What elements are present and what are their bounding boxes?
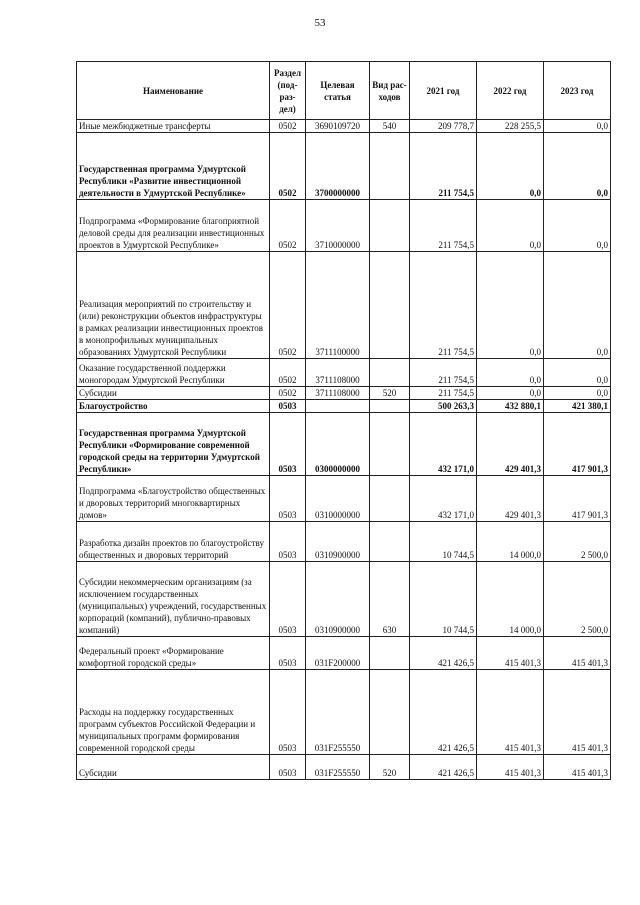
row-value-2022: 228 255,5 (477, 120, 544, 133)
row-target: 3711100000 (306, 252, 370, 359)
row-target: 3711108000 (306, 359, 370, 387)
row-value-2021: 500 263,3 (410, 400, 477, 413)
row-target: 031F200000 (306, 637, 370, 670)
row-expense-type (370, 413, 410, 476)
row-name: Субсидии (77, 755, 270, 780)
row-name: Федеральный проект «Формирование комфортной городской среды» (77, 637, 270, 670)
table-row (77, 200, 611, 252)
table-row (77, 120, 611, 133)
row-expense-type: 520 (370, 387, 410, 400)
row-value-2021: 10 744,5 (410, 562, 477, 637)
row-section: 0503 (270, 522, 306, 562)
row-name: Государственная программа Удмуртской Республики «Развитие инвестиционной деятельности в Удмуртской Республике» (77, 133, 270, 200)
row-expense-type (370, 200, 410, 252)
table-row (77, 387, 611, 400)
row-expense-type (370, 476, 410, 522)
row-value-2021: 211 754,5 (410, 359, 477, 387)
table-row (77, 476, 611, 522)
table-row (77, 252, 611, 359)
budget-table (76, 61, 611, 780)
row-section: 0502 (270, 359, 306, 387)
row-section: 0503 (270, 637, 306, 670)
row-value-2022: 415 401,3 (477, 670, 544, 755)
row-value-2023: 0,0 (544, 359, 611, 387)
row-value-2022: 432 880,1 (477, 400, 544, 413)
row-expense-type (370, 133, 410, 200)
row-value-2021: 421 426,5 (410, 670, 477, 755)
header-2022: 2022 год (477, 62, 544, 120)
row-value-2021: 432 171,0 (410, 413, 477, 476)
table-row (77, 522, 611, 562)
row-value-2023: 415 401,3 (544, 670, 611, 755)
row-value-2021: 211 754,5 (410, 133, 477, 200)
row-expense-type (370, 670, 410, 755)
row-value-2021: 10 744,5 (410, 522, 477, 562)
row-expense-type (370, 359, 410, 387)
row-value-2022: 0,0 (477, 359, 544, 387)
row-expense-type (370, 400, 410, 413)
table-row (77, 670, 611, 755)
header-2021: 2021 год (410, 62, 477, 120)
row-value-2022: 429 401,3 (477, 476, 544, 522)
row-value-2022: 0,0 (477, 387, 544, 400)
row-value-2023: 0,0 (544, 120, 611, 133)
row-value-2022: 14 000,0 (477, 522, 544, 562)
row-value-2022: 14 000,0 (477, 562, 544, 637)
row-value-2023: 415 401,3 (544, 637, 611, 670)
row-value-2023: 2 500,0 (544, 522, 611, 562)
table-row (77, 562, 611, 637)
row-value-2023: 0,0 (544, 387, 611, 400)
row-value-2023: 421 380,1 (544, 400, 611, 413)
row-value-2022: 415 401,3 (477, 637, 544, 670)
row-target: 0300000000 (306, 413, 370, 476)
table-row (77, 413, 611, 476)
row-target: 0310000000 (306, 476, 370, 522)
row-value-2021: 209 778,7 (410, 120, 477, 133)
row-name: Подпрограмма «Благоустройство общественных и дворовых территорий многоквартирных домов» (77, 476, 270, 522)
row-name: Расходы на поддержку государственных программ субъектов Российской Федерации и муниципальных программ формирования современной городской среды (77, 670, 270, 755)
row-value-2023: 0,0 (544, 133, 611, 200)
row-target: 0310900000 (306, 522, 370, 562)
row-target: 031F255550 (306, 670, 370, 755)
header-expense-type: Вид рас-ходов (370, 62, 410, 120)
row-section: 0503 (270, 670, 306, 755)
row-target: 0310900000 (306, 562, 370, 637)
row-expense-type: 520 (370, 755, 410, 780)
row-target: 3710000000 (306, 200, 370, 252)
row-value-2023: 0,0 (544, 200, 611, 252)
row-section: 0502 (270, 252, 306, 359)
row-target: 3711108000 (306, 387, 370, 400)
row-target: 031F255550 (306, 755, 370, 780)
row-target (306, 400, 370, 413)
row-value-2023: 417 901,3 (544, 413, 611, 476)
header-2023: 2023 год (544, 62, 611, 120)
row-value-2021: 421 426,5 (410, 755, 477, 780)
page-number: 53 (314, 17, 326, 29)
row-section: 0502 (270, 120, 306, 133)
row-name: Благоустройство (77, 400, 270, 413)
row-value-2023: 0,0 (544, 252, 611, 359)
row-expense-type: 540 (370, 120, 410, 133)
row-value-2022: 0,0 (477, 133, 544, 200)
row-section: 0503 (270, 562, 306, 637)
row-expense-type (370, 252, 410, 359)
table-row (77, 400, 611, 413)
table-row (77, 637, 611, 670)
header-row (77, 62, 611, 120)
row-target: 3700000000 (306, 133, 370, 200)
row-name: Государственная программа Удмуртской Республики «Формирование современной городской среды на территории Удмуртской Республики» (77, 413, 270, 476)
table-row (77, 359, 611, 387)
row-value-2023: 2 500,0 (544, 562, 611, 637)
row-section: 0502 (270, 387, 306, 400)
row-section: 0503 (270, 755, 306, 780)
row-section: 0503 (270, 476, 306, 522)
row-value-2021: 421 426,5 (410, 637, 477, 670)
row-value-2022: 0,0 (477, 252, 544, 359)
row-section: 0502 (270, 200, 306, 252)
row-value-2021: 211 754,5 (410, 252, 477, 359)
row-name: Реализация мероприятий по строительству и (или) реконструкции объектов инфраструктуры в рамках реализации инвестиционных проектов в монопрофильных муниципальных образованиях Удмуртской Республики (77, 252, 270, 359)
row-expense-type (370, 522, 410, 562)
row-value-2022: 429 401,3 (477, 413, 544, 476)
row-name: Иные межбюджетные трансферты (77, 120, 270, 133)
row-value-2021: 211 754,5 (410, 387, 477, 400)
header-target: Целевая статья (306, 62, 370, 120)
row-name: Субсидии некоммерческим организациям (за исключением государственных (муниципальных) учреждений, государственных корпораций (компаний), публично-правовых компаний) (77, 562, 270, 637)
row-name: Подпрограмма «Формирование благоприятной деловой среды для реализации инвестиционных проектов в Удмуртской Республике» (77, 200, 270, 252)
row-expense-type: 630 (370, 562, 410, 637)
header-section: Раздел (под-раз-дел) (270, 62, 306, 120)
row-name: Разработка дизайн проектов по благоустройству общественных и дворовых территорий (77, 522, 270, 562)
row-value-2023: 415 401,3 (544, 755, 611, 780)
row-value-2022: 415 401,3 (477, 755, 544, 780)
row-section: 0503 (270, 400, 306, 413)
row-target: 3690109720 (306, 120, 370, 133)
row-value-2022: 0,0 (477, 200, 544, 252)
row-section: 0502 (270, 133, 306, 200)
table-row (77, 755, 611, 780)
row-name: Оказание государственной поддержки моногородам Удмуртской Республики (77, 359, 270, 387)
row-expense-type (370, 637, 410, 670)
row-value-2021: 432 171,0 (410, 476, 477, 522)
table-row (77, 133, 611, 200)
row-value-2021: 211 754,5 (410, 200, 477, 252)
header-name: Наименование (77, 62, 270, 120)
row-section: 0503 (270, 413, 306, 476)
row-value-2023: 417 901,3 (544, 476, 611, 522)
row-name: Субсидии (77, 387, 270, 400)
